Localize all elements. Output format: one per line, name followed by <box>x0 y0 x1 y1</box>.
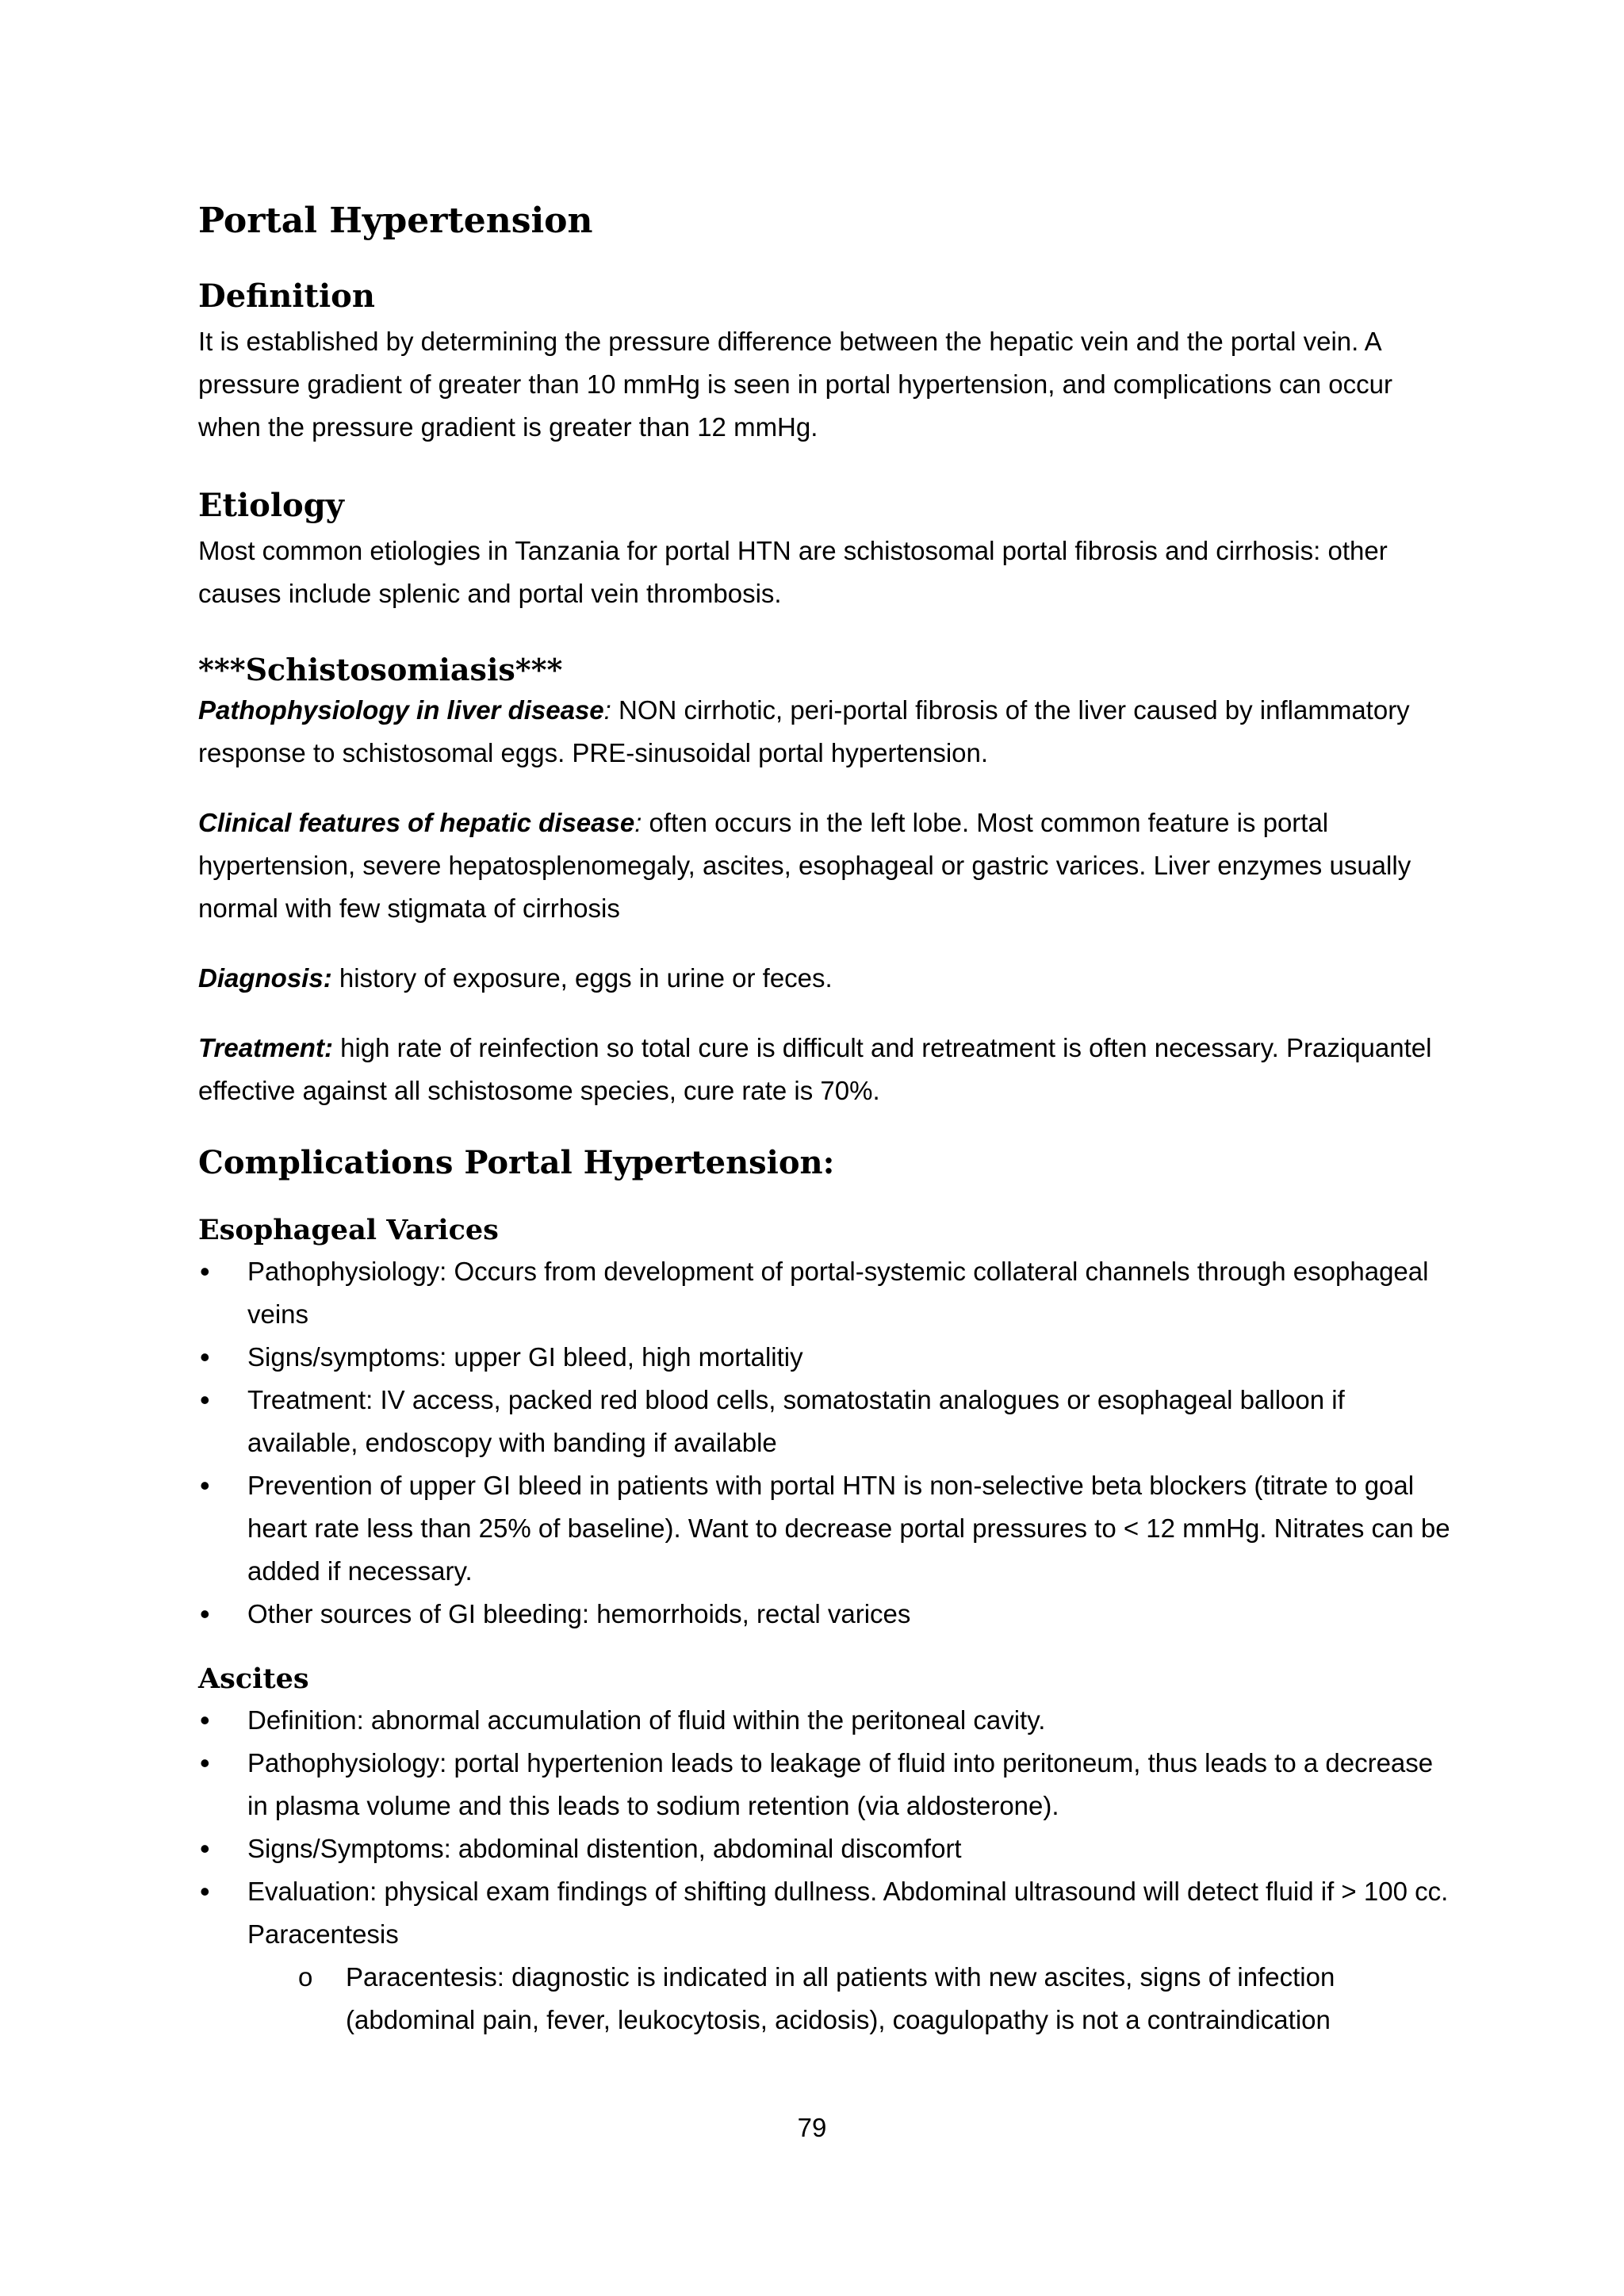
list-item: • Signs/symptoms: upper GI bleed, high mortalitiy <box>198 1336 1451 1379</box>
page-number: 79 <box>797 2113 827 2142</box>
esophageal-varices-heading: Esophageal Varices <box>198 1214 499 1247</box>
list-item: • Other sources of GI bleeding: hemorrhoids, rectal varices <box>198 1593 1451 1636</box>
list-item-text: Evaluation: physical exam findings of shifting dullness. Abdominal ultrasound will detect fluid if > 100 cc. Paracentesis <box>247 1877 1449 1950</box>
definition-text: It is established by determining the pressure difference between the hepatic vein and the portal vein. A pressure gradient of greater than 10 mmHg is seen in portal hypertension, and complications can occur when the pressure gradient is greater than 12 mmHg. <box>198 326 1392 442</box>
pathophysiology-label: Pathophysiology in liver disease <box>198 695 604 725</box>
clinical-features-text: often occurs in the left lobe. Most common feature is portal hypertension, severe hepatosplenomegaly, ascites, esophageal or gastric varices. Liver enzymes usually normal with few stigmata of cirrhosis <box>198 808 1411 924</box>
list-item: • Treatment: IV access, packed red blood cells, somatostatin analogues or esophageal balloon if available, endoscopy with banding if available <box>198 1379 1451 1464</box>
definition-heading: Definition <box>198 277 375 315</box>
list-item: • Prevention of upper GI bleed in patients with portal HTN is non-selective beta blockers (titrate to goal heart rate less than 25% of baseline). Want to decrease portal pressures to < 12 mmHg. Nitrates can be added if necessary. <box>198 1464 1451 1593</box>
list-item: • Signs/Symptoms: abdominal distention, abdominal discomfort <box>198 1827 1451 1870</box>
clinical-features-colon: : <box>634 808 642 838</box>
treatment-label: Treatment: <box>198 1033 333 1063</box>
list-item <box>198 1870 1451 2042</box>
treatment-text: high rate of reinfection so total cure is difficult and retreatment is often necessary. Praziquantel effective against all schistosome species, cure rate is 70%. <box>198 1033 1432 1106</box>
treatment-paragraph <box>198 1027 1451 1112</box>
diagnosis-text: history of exposure, eggs in urine or feces. <box>331 963 833 993</box>
schistosomiasis-heading: ***Schistosomiasis*** <box>198 651 563 687</box>
page-title: Portal Hypertension <box>198 201 593 241</box>
document-page <box>198 186 1451 2042</box>
pathophysiology-paragraph <box>198 689 1451 775</box>
complications-heading: Complications Portal Hypertension: <box>198 1144 835 1182</box>
etiology-text: Most common etiologies in Tanzania for portal HTN are schistosomal portal fibrosis and cirrhosis: other causes include splenic and portal vein thrombosis. <box>198 535 1388 608</box>
paracentesis-sublist <box>297 1956 1451 2042</box>
diagnosis-label: Diagnosis: <box>198 963 332 993</box>
etiology-heading: Etiology <box>198 486 344 524</box>
clinical-features-label: Clinical features of hepatic disease <box>198 808 635 838</box>
list-item: • Pathophysiology: Occurs from development of portal-systemic collateral channels through esophageal veins <box>198 1250 1451 1336</box>
pathophysiology-text: NON cirrhotic, peri-portal fibrosis of the liver caused by inflammatory response to schistosomal eggs. PRE-sinusoidal portal hypertension. <box>198 695 1410 768</box>
list-item: • Pathophysiology: portal hypertenion leads to leakage of fluid into peritoneum, thus leads to a decrease in plasma volume and this leads to sodium retention (via aldosterone). <box>198 1742 1451 1827</box>
ascites-heading: Ascites <box>198 1663 309 1696</box>
clinical-features-paragraph <box>198 802 1451 930</box>
list-item: • Definition: abnormal accumulation of fluid within the peritoneal cavity. <box>198 1699 1451 1742</box>
esophageal-varices-list <box>198 1250 1451 1636</box>
diagnosis-paragraph <box>198 957 1451 1000</box>
pathophysiology-colon: : <box>603 695 611 725</box>
sub-list-item: o Paracentesis: diagnostic is indicated in all patients with new ascites, signs of infection (abdominal pain, fever, leukocytosis, acidosis), coagulopathy is not a contraindication <box>297 1956 1451 2042</box>
ascites-list <box>198 1699 1451 2042</box>
